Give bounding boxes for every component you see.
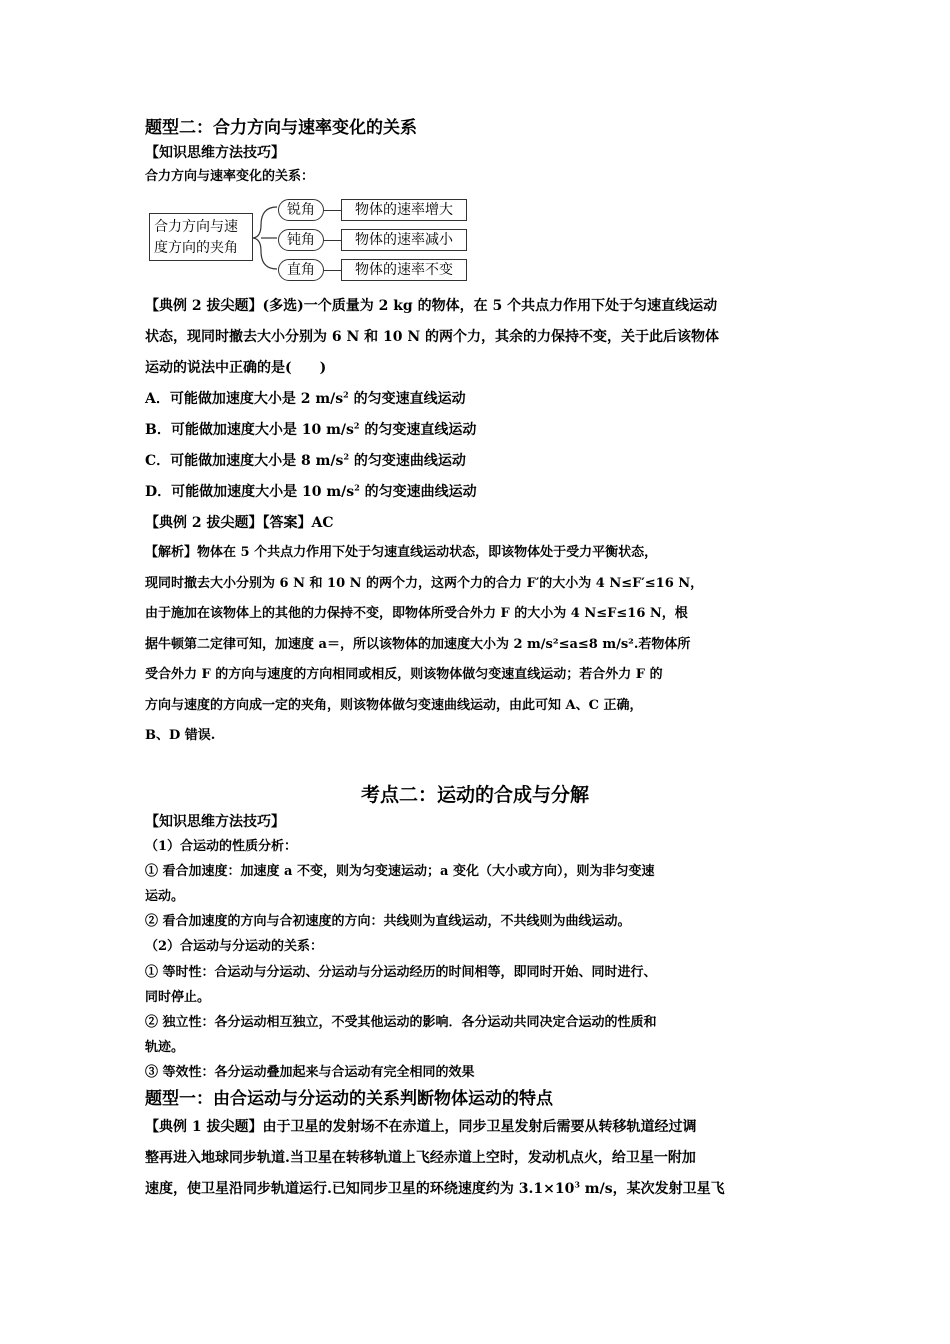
analysis-line: 现同时撤去大小分别为 6 N 和 10 N 的两个力，这两个力的合力 F′的大小为 4 N≤F′≤16 N， bbox=[145, 575, 704, 591]
note-line: ② 独立性：各分运动相互独立，不受其他运动的影响．各分运动共同决定合运动的性质和 bbox=[145, 1014, 657, 1030]
example-tag: 【典例 2 拔尖题】 bbox=[145, 298, 263, 314]
section-heading-type2: 题型二：合力方向与速率变化的关系 bbox=[145, 118, 417, 138]
answer-line: 【典例 2 拔尖题】【答案】AC bbox=[145, 515, 334, 531]
knowledge-tag: 【知识思维方法技巧】 bbox=[145, 813, 285, 830]
angle-acute: 锐角 bbox=[278, 199, 324, 221]
example1-line1: 【典例 1 拔尖题】由于卫星的发射场不在赤道上，同步卫星发射后需要从转移轨道经过调 bbox=[145, 1118, 697, 1135]
option-a: A．可能做加速度大小是 2 $m/s^2$ 的匀变速直线运动 bbox=[145, 389, 466, 407]
note-line: ② 看合加速度的方向与合初速度的方向：共线则为直线运动，不共线则为曲线运动。 bbox=[145, 914, 631, 930]
result-obtuse: 物体的速率减小 bbox=[341, 229, 467, 251]
angle-right: 直角 bbox=[278, 259, 324, 281]
analysis-line: 【解析】物体在 5 个共点力作用下处于匀速直线运动状态，即该物体处于受力平衡状态， bbox=[145, 545, 658, 560]
example-tag: 【典例 1 拔尖题】 bbox=[145, 1118, 263, 1135]
section-heading-type1: 题型一：由合运动与分运动的关系判断物体运动的特点 bbox=[145, 1088, 553, 1109]
document-page bbox=[145, 115, 815, 1205]
option-b: B．可能做加速度大小是 10 $m/s^2$ 的匀变速直线运动 bbox=[145, 420, 477, 438]
question-line2: 状态，现同时撤去大小分别为 6 N 和 10 N 的两个力，其余的力保持不变，关于此后该物体 bbox=[145, 329, 720, 345]
note-line: ③ 等效性：各分运动叠加起来与合运动有完全相同的效果 bbox=[145, 1065, 475, 1081]
example1-line3: 速度，使卫星沿同步轨道运行.已知同步卫星的环绕速度约为 $3.1\times 10^3$ m/s，某次发射卫星飞 bbox=[145, 1178, 725, 1197]
analysis-line: 据牛顿第二定律可知，加速度 a＝，所以该物体的加速度大小为 2 m/s²≤a≤8 m/s².若物体所 bbox=[145, 636, 691, 652]
brace-icon bbox=[253, 205, 279, 271]
angle-obtuse: 钝角 bbox=[278, 229, 324, 251]
note-line: 同时停止。 bbox=[145, 989, 211, 1005]
analysis-line: 由于施加在该物体上的其他的力保持不变，即物体所受合外力 F 的大小为 4 N≤F≤16 N，根 bbox=[145, 606, 688, 621]
diagram-main-line2: 度方向的夹角 bbox=[154, 240, 238, 256]
option-d: D．可能做加速度大小是 10 $m/s^2$ 的匀变速曲线运动 bbox=[145, 482, 477, 500]
option-c: C．可能做加速度大小是 8 $m/s^2$ 的匀变速曲线运动 bbox=[145, 451, 466, 469]
example1-line2: 整再进入地球同步轨道.当卫星在转移轨道上飞经赤道上空时，发动机点火，给卫星一附加 bbox=[145, 1149, 696, 1166]
note-line: 运动。 bbox=[145, 888, 185, 904]
note-line: 轨迹。 bbox=[145, 1040, 185, 1056]
note-line: ① 看合加速度：加速度 a 不变，则为匀变速运动；a 变化（大小或方向），则为非匀变速 bbox=[145, 863, 655, 879]
connector-line bbox=[324, 240, 341, 241]
question-line3: 运动的说法中正确的是( ) bbox=[145, 360, 327, 376]
note-line: （2）合运动与分运动的关系： bbox=[145, 939, 324, 955]
result-right: 物体的速率不变 bbox=[341, 259, 467, 281]
section-title-kaodian2: 考点二：运动的合成与分解 bbox=[360, 783, 589, 806]
knowledge-tag: 【知识思维方法技巧】 bbox=[145, 145, 285, 161]
result-acute: 物体的速率增大 bbox=[341, 199, 467, 221]
note-line: ① 等时性：合运动与分运动、分运动与分运动经历的时间相等，即同时开始、同时进行、 bbox=[145, 964, 657, 980]
connector-line bbox=[324, 270, 341, 271]
diagram-main-line1: 合力方向与速 bbox=[154, 219, 238, 235]
question-line1: 【典例 2 拔尖题】(多选)一个质量为 2 kg 的物体，在 5 个共点力作用下处于匀速直线运动 bbox=[145, 298, 718, 314]
diagram-intro: 合力方向与速率变化的关系： bbox=[145, 169, 315, 184]
angle-relation-diagram bbox=[145, 193, 485, 285]
diagram-main-box bbox=[149, 213, 253, 261]
connector-line bbox=[324, 210, 341, 211]
note-line: （1）合运动的性质分析： bbox=[145, 838, 298, 854]
analysis-line: 受合外力 F 的方向与速度的方向相同或相反，则该物体做匀变速直线运动；若合外力 F 的 bbox=[145, 667, 663, 682]
analysis-line: 方向与速度的方向成一定的夹角，则该物体做匀变速曲线运动，由此可知 A、C 正确， bbox=[145, 697, 643, 713]
analysis-line: B、D 错误. bbox=[145, 728, 216, 743]
